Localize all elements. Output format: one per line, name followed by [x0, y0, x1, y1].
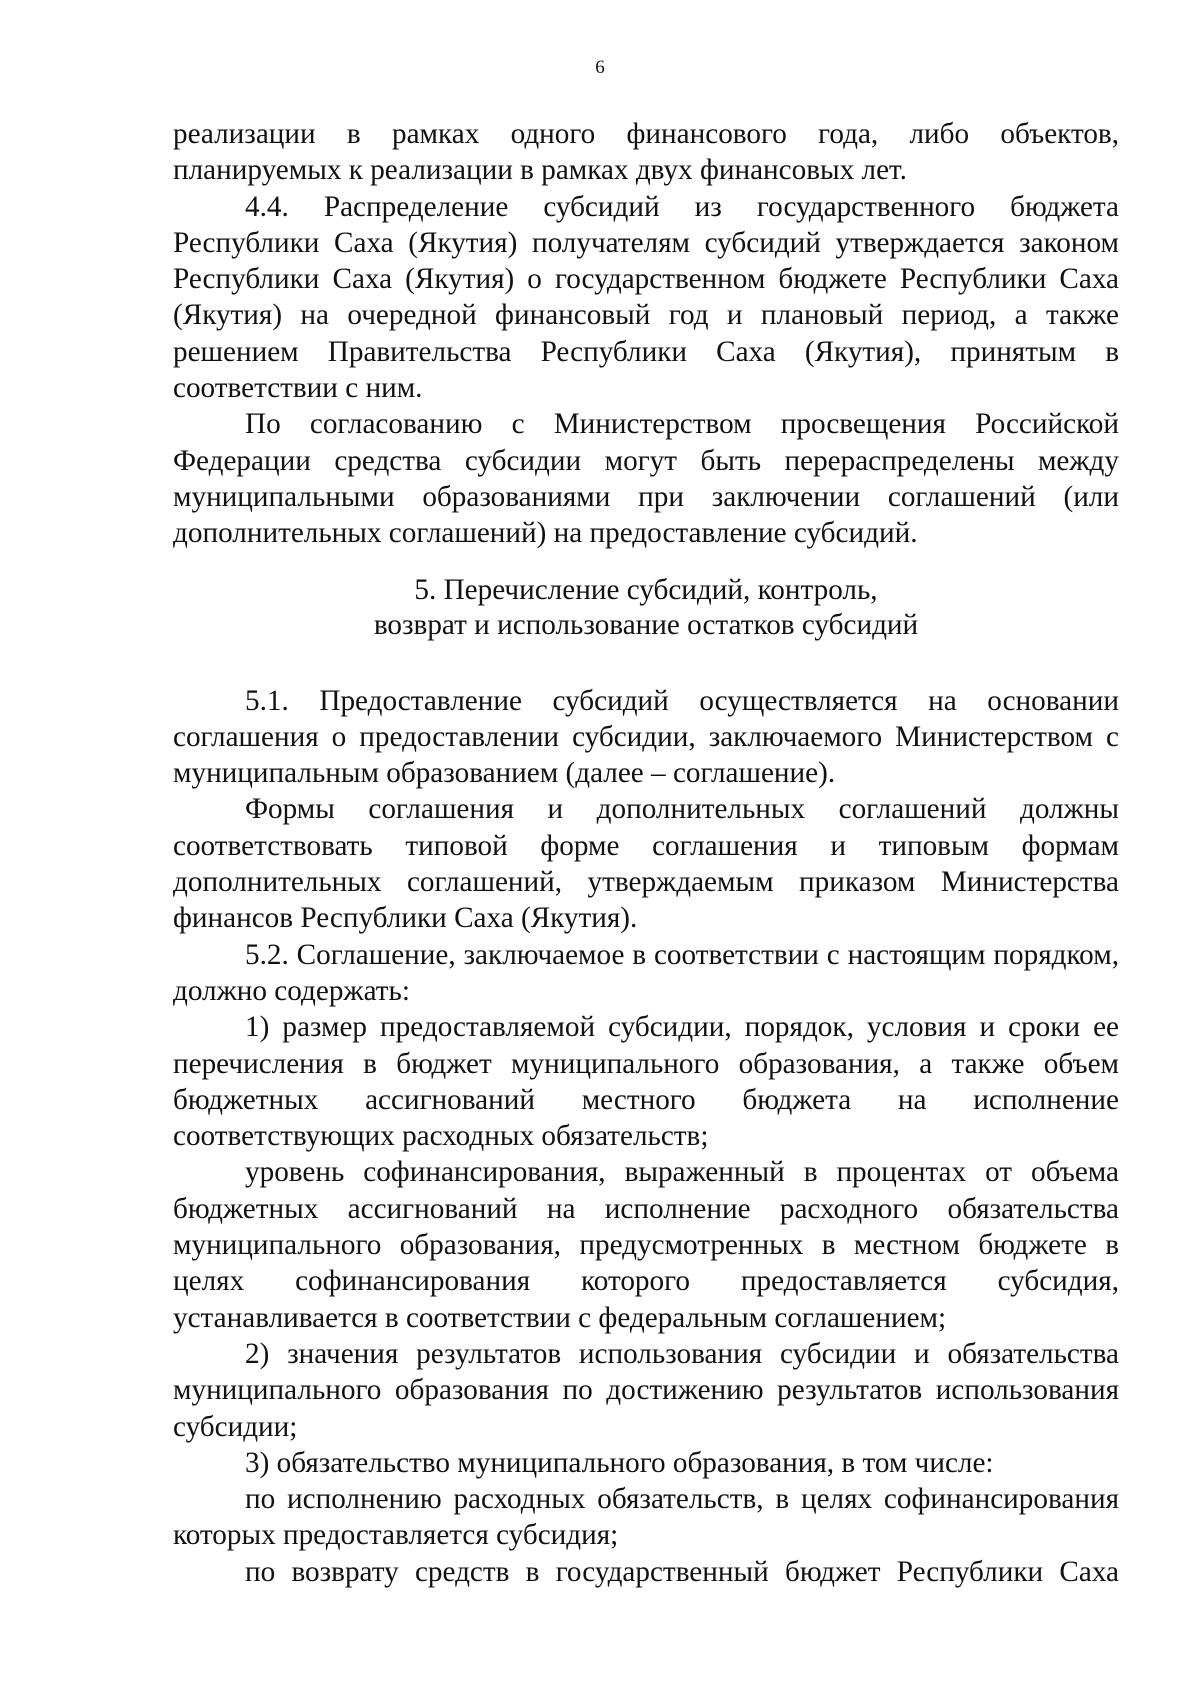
- paragraph-cofinancing-level: уровень софинансирования, выраженный в процентах от объема бюджетных ассигнований на исполнение расходного обязательства муниципального образования, предусмотренных в местном бюджете в целях софинансирования которого предоставляется субсидия, устанавливается в соответствии с федеральным соглашением;: [173, 1156, 1119, 1334]
- list-item-1: 1) размер предоставляемой субсидии, порядок, условия и сроки ее перечисления в бюджет муниципального образования, а также объем бюджетных ассигнований местного бюджета на исполнение соответствующих расходных обязательств;: [173, 1011, 1119, 1153]
- paragraph-agreement-forms: Формы соглашения и дополнительных соглашений должны соответствовать типовой форме соглашения и типовым формам дополнительных соглашений, утверждаемым приказом Министерства финансов Республики Саха (Якутия).: [173, 793, 1119, 935]
- paragraph-4-4: 4.4. Распределение субсидий из государственного бюджета Республики Саха (Якутия) получателям субсидий утверждается законом Республики Саха (Якутия) о государственном бюджете Республики Саха (Якутия) на очередной финансовый год и плановый период, а также решением Правительства Республики Саха (Якутия), принятым в соответствии с ним.: [173, 190, 1119, 405]
- list-item-2: 2) значения результатов использования субсидии и обязательства муниципального образования по достижению результатов использования субсидии;: [173, 1337, 1119, 1443]
- paragraph-continuation: реализации в рамках одного финансового года, либо объектов, планируемых к реализации в рамках двух финансовых лет.: [173, 118, 1119, 187]
- paragraph-redistribution: По согласованию с Министерством просвещения Российской Федерации средства субсидии могут быть перераспределены между муниципальными образованиями при заключении соглашений (или дополнительных соглашений) на предоставление субсидий.: [173, 408, 1119, 550]
- paragraph-5-1: 5.1. Предоставление субсидий осуществляется на основании соглашения о предоставлении субсидии, заключаемого Министерством с муниципальным образованием (далее – соглашение).: [173, 684, 1119, 790]
- page-number: 6: [595, 57, 605, 78]
- section-heading: [173, 573, 1119, 643]
- section-heading-line-2: возврат и использование остатков субсидий: [373, 608, 919, 641]
- document-body: [173, 116, 1119, 1590]
- list-item-3: 3) обязательство муниципального образования, в том числе:: [245, 1446, 994, 1479]
- paragraph-obligation-execution: по исполнению расходных обязательств, в целях софинансирования которых предоставляется субсидия;: [173, 1483, 1119, 1552]
- section-heading-line-1: 5. Перечисление субсидий, контроль,: [414, 573, 878, 606]
- paragraph-obligation-return: по возврату средств в государственный бюджет Республики Саха: [245, 1555, 1119, 1588]
- paragraph-5-2: 5.2. Соглашение, заключаемое в соответствии с настоящим порядком, должно содержать:: [173, 938, 1119, 1007]
